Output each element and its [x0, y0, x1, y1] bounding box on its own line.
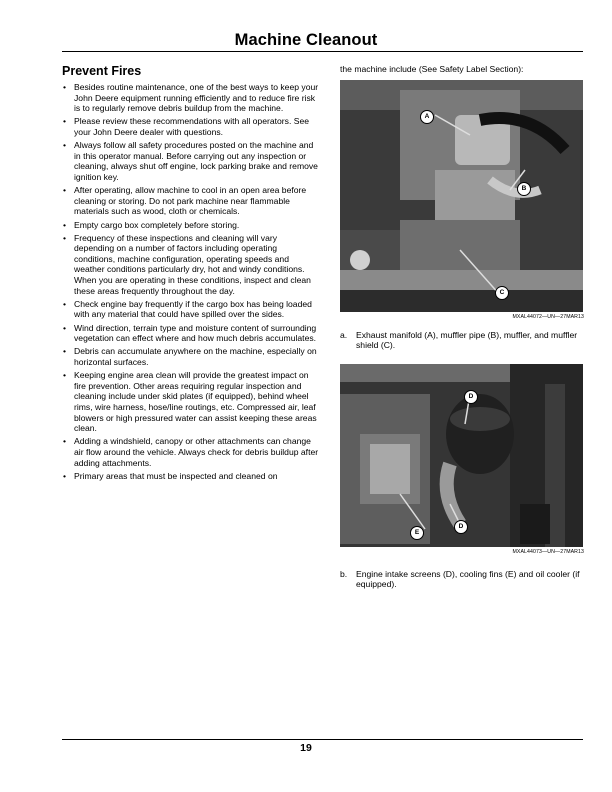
figure-caption: b. Engine intake screens (D), cooling fins (E) and oil cooler (if equipped). [340, 568, 580, 590]
bullet-list [62, 82, 319, 481]
section-heading: Prevent Fires [62, 64, 142, 78]
callout-e: E [410, 526, 424, 540]
continuation-text: the machine include (See Safety Label Section): [340, 64, 524, 74]
figure-caption: a. Exhaust manifold (A), muffler pipe (B), muffler, and muffler shield (C). [340, 329, 578, 351]
right-column [340, 64, 584, 590]
list-item: • Check engine bay frequently if the cargo box has being loaded with any material that could have spilled over the sides. [63, 298, 312, 320]
list-item: • Please review these recommendations with all operators. See your John Deere dealer with questions. [63, 116, 310, 137]
list-item: • Empty cargo box completely before storing. [63, 219, 240, 230]
callout-d-bottom: D [454, 520, 468, 534]
callout-d-top: D [464, 390, 478, 404]
list-item: • Debris can accumulate anywhere on the machine, especially on horizontal surfaces. [63, 346, 317, 367]
intake-photo [340, 364, 583, 547]
page-title: Machine Cleanout [234, 31, 378, 49]
list-item: • Always follow all safety procedures posted on the machine and in this operator manual. Before carrying out any inspection or cleaning, always shut off engine, lock parking brake and remove ignition key. [63, 140, 318, 182]
list-item: • Adding a windshield, canopy or other attachments can change air flow around the vehicle. Always check for debris buildup after adding attachments. [63, 436, 319, 468]
figure-credit: MXAL44072—UN—27MAR13 [512, 313, 584, 320]
page-number: 19 [300, 742, 312, 754]
callout-c: C [495, 286, 509, 300]
callout-a: A [420, 110, 434, 124]
list-item: • Keeping engine area clean will provide the greatest impact on fire prevention. Other areas requiring regular inspection and cleaning include under skid plates (if equipped), behind wheel rims, wire harness, hose/line routings, etc. Compressed air, leaf blowers or high pressured water can assist keeping these areas clean. [63, 370, 317, 434]
list-item: • Primary areas that must be inspected and cleaned on [63, 470, 278, 481]
left-column [62, 64, 319, 484]
list-item: • Wind direction, terrain type and moisture content of surrounding vegetation can effect where and how much debris accumulates. [63, 322, 317, 344]
figure-credit: MXAL44073—UN—27MAR13 [512, 548, 584, 555]
header-rule [62, 51, 583, 52]
exhaust-photo [340, 80, 583, 312]
footer-rule [62, 739, 583, 740]
list-item: • Frequency of these inspections and cleaning will vary depending on a number of factors including operating conditions, machine configuration, operating speeds and weather conditions particularly dry, hot and windy conditions. When you are operating in these conditions, inspect and clean these areas frequently throughout the day. [63, 232, 311, 296]
list-item: • After operating, allow machine to cool in an open area before cleaning or storing. Do not park machine near flammable materials such as wood, cloth or chemicals. [63, 185, 307, 217]
callout-b: B [517, 182, 531, 196]
list-item: • Besides routine maintenance, one of the best ways to keep your John Deere equipment running efficiently and to reduce fire risk is to regularly remove debris buildup from the machine. [63, 82, 319, 114]
